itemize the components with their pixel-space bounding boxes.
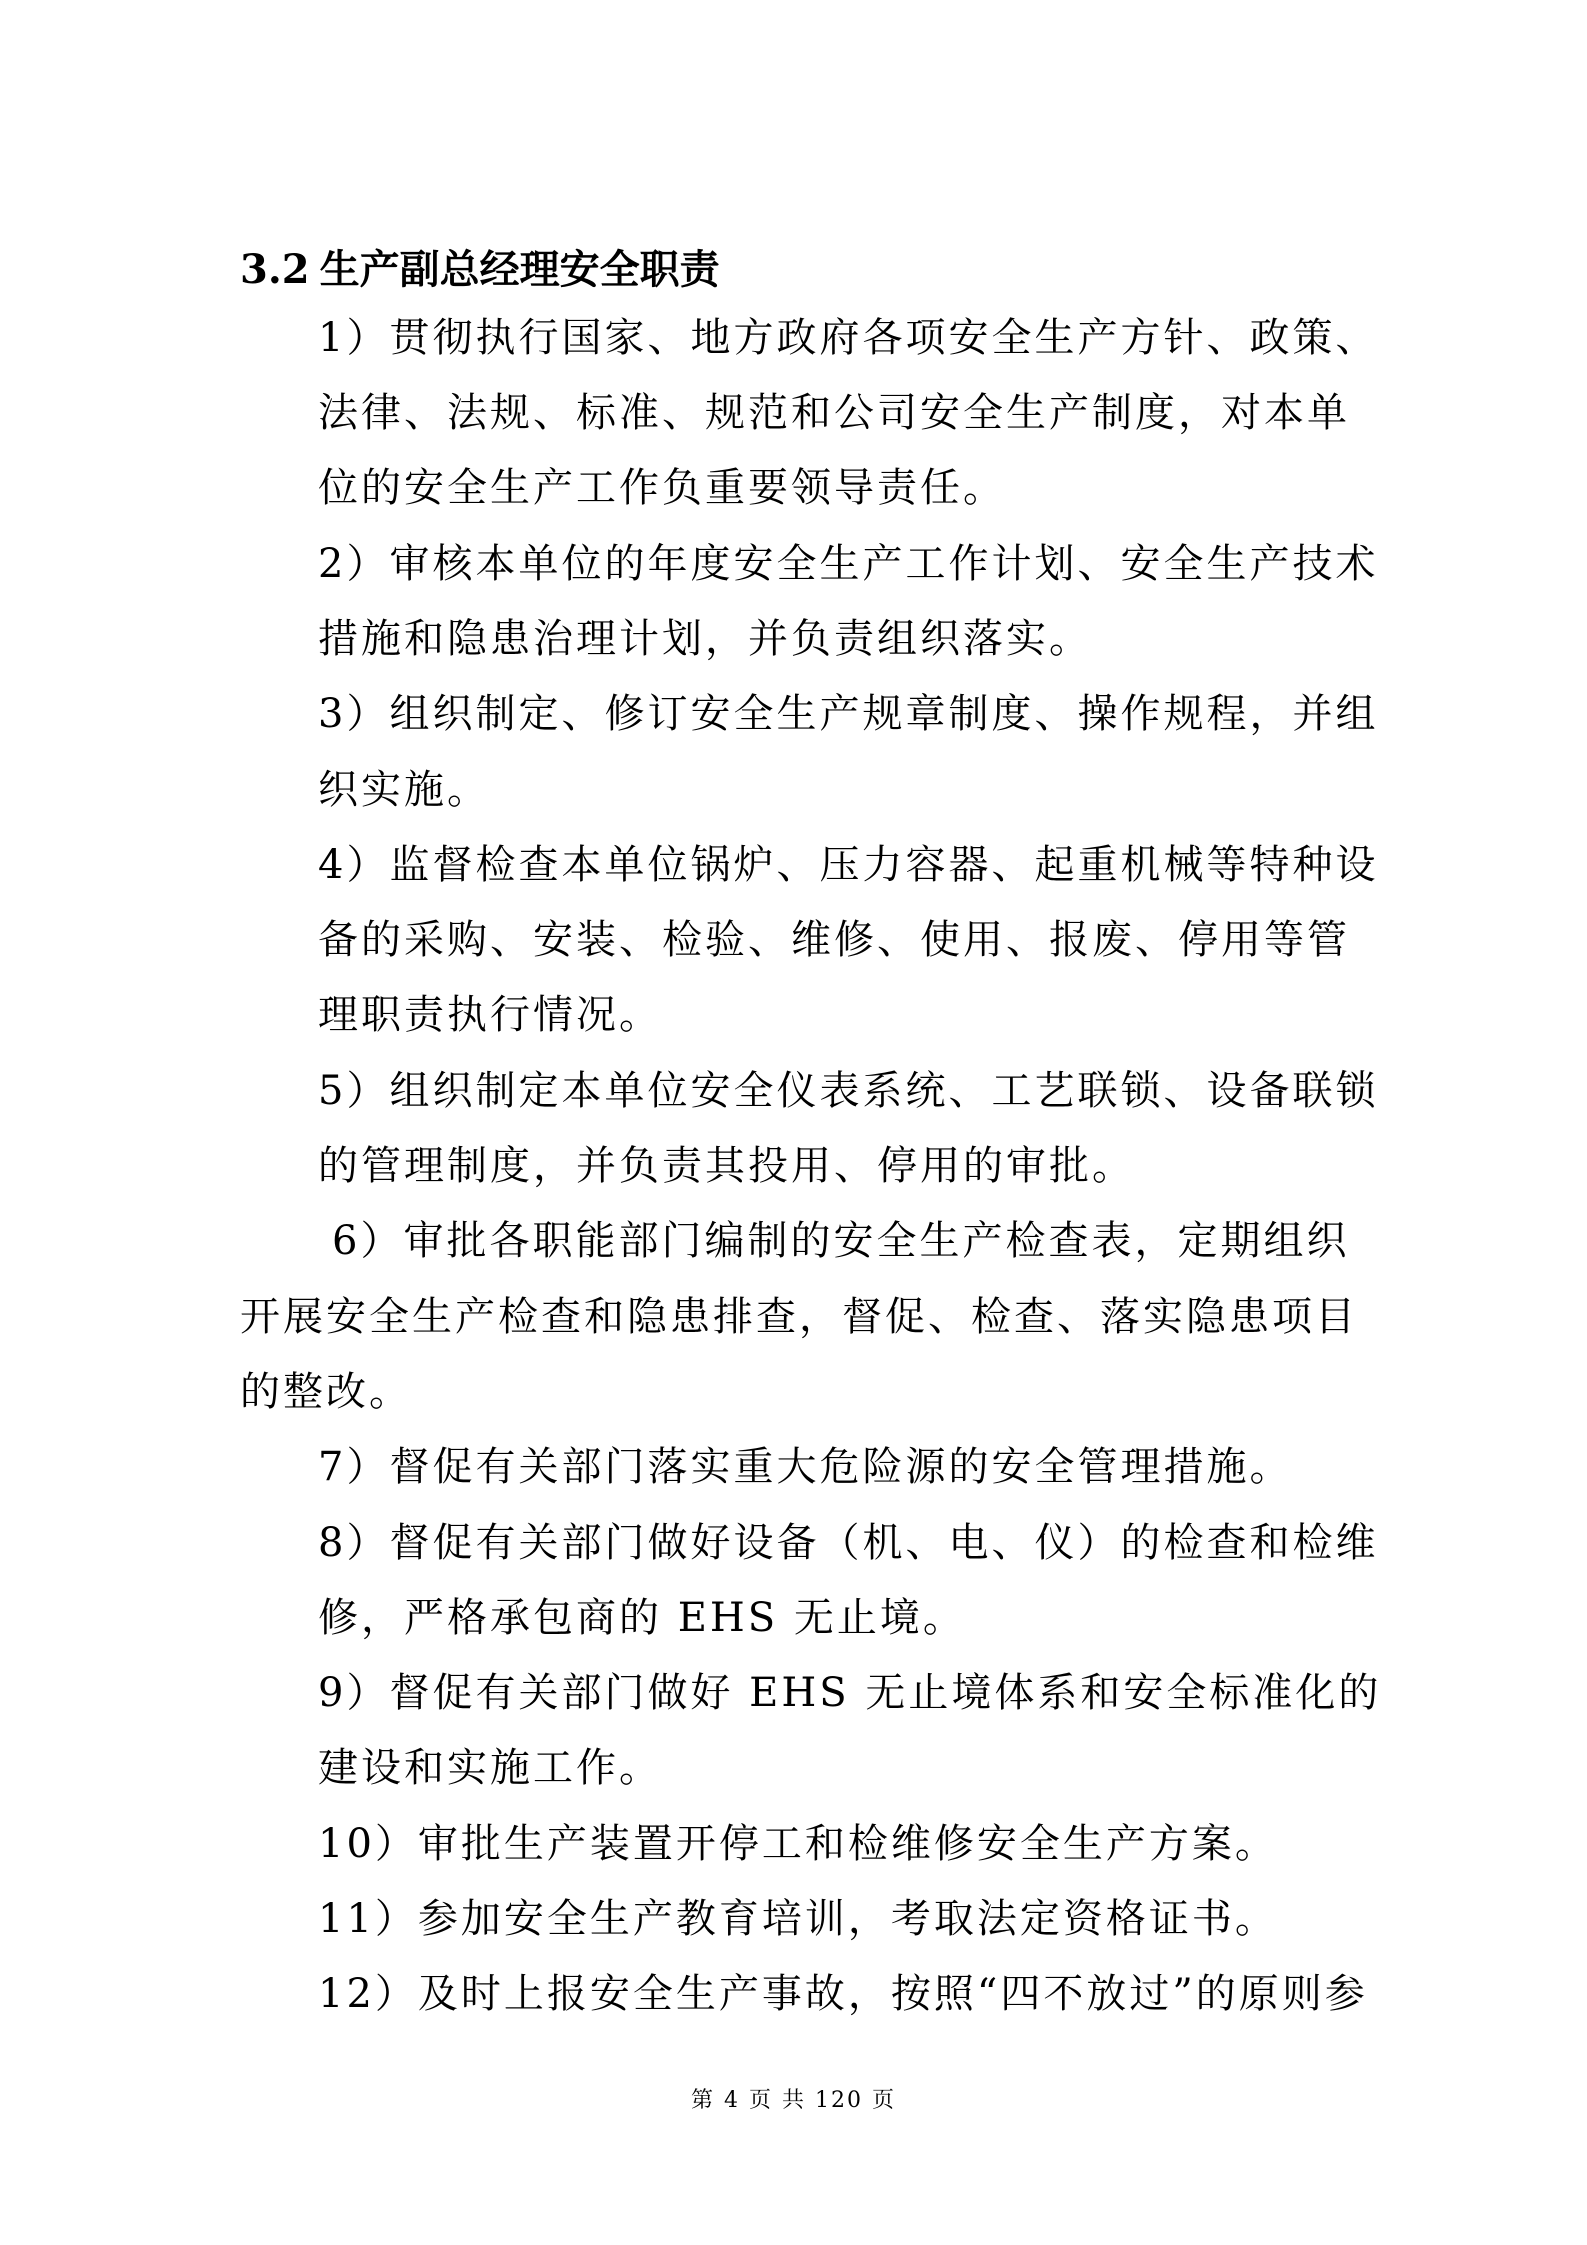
body-line: 9）督促有关部门做好 EHS 无止境体系和安全标准化的 — [318, 1670, 1382, 1716]
body-line: 理职责执行情况。 — [318, 992, 662, 1038]
body-line: 织实施。 — [318, 767, 490, 813]
body-line: 法律、法规、标准、规范和公司安全生产制度，对本单 — [318, 390, 1350, 436]
body-line: 开展安全生产检查和隐患排查，督促、检查、落实隐患项目 — [240, 1294, 1358, 1340]
body-line: 3）组织制定、修订安全生产规章制度、操作规程，并组 — [318, 691, 1379, 737]
page-footer: 第 4 页 共 120 页 — [691, 2088, 896, 2113]
body-line: 位的安全生产工作负重要领导责任。 — [318, 465, 1006, 511]
body-line: 10）审批生产装置开停工和检维修安全生产方案。 — [318, 1821, 1278, 1867]
body-line: 11）参加安全生产教育培训，考取法定资格证书。 — [318, 1896, 1278, 1942]
section-number: 3.2 — [240, 246, 310, 293]
body-line: 5）组织制定本单位安全仪表系统、工艺联锁、设备联锁 — [318, 1068, 1379, 1114]
body-line: 2）审核本单位的年度安全生产工作计划、安全生产技术 — [318, 541, 1379, 587]
body-line: 措施和隐患治理计划，并负责组织落实。 — [318, 616, 1092, 662]
body-line: 4）监督检查本单位锅炉、压力容器、起重机械等特种设 — [318, 842, 1379, 888]
section-heading — [240, 238, 720, 295]
body-line: 1）贯彻执行国家、地方政府各项安全生产方针、政策、 — [318, 315, 1379, 361]
body-line: 修，严格承包商的 EHS 无止境。 — [318, 1595, 966, 1641]
body-line: 的管理制度，并负责其投用、停用的审批。 — [318, 1143, 1135, 1189]
body-line: 6）审批各职能部门编制的安全生产检查表，定期组织 — [332, 1218, 1350, 1264]
body-line: 7）督促有关部门落实重大危险源的安全管理措施。 — [318, 1444, 1293, 1490]
body-line: 的整改。 — [240, 1369, 412, 1415]
body-line: 备的采购、安装、检验、维修、使用、报废、停用等管 — [318, 917, 1350, 963]
body-line: 8）督促有关部门做好设备（机、电、仪）的检查和检维 — [318, 1520, 1379, 1566]
body-line: 12）及时上报安全生产事故，按照“四不放过”的原则参 — [318, 1971, 1368, 2017]
body-line: 建设和实施工作。 — [318, 1745, 662, 1791]
section-title: 生产副总经理安全职责 — [319, 246, 720, 293]
